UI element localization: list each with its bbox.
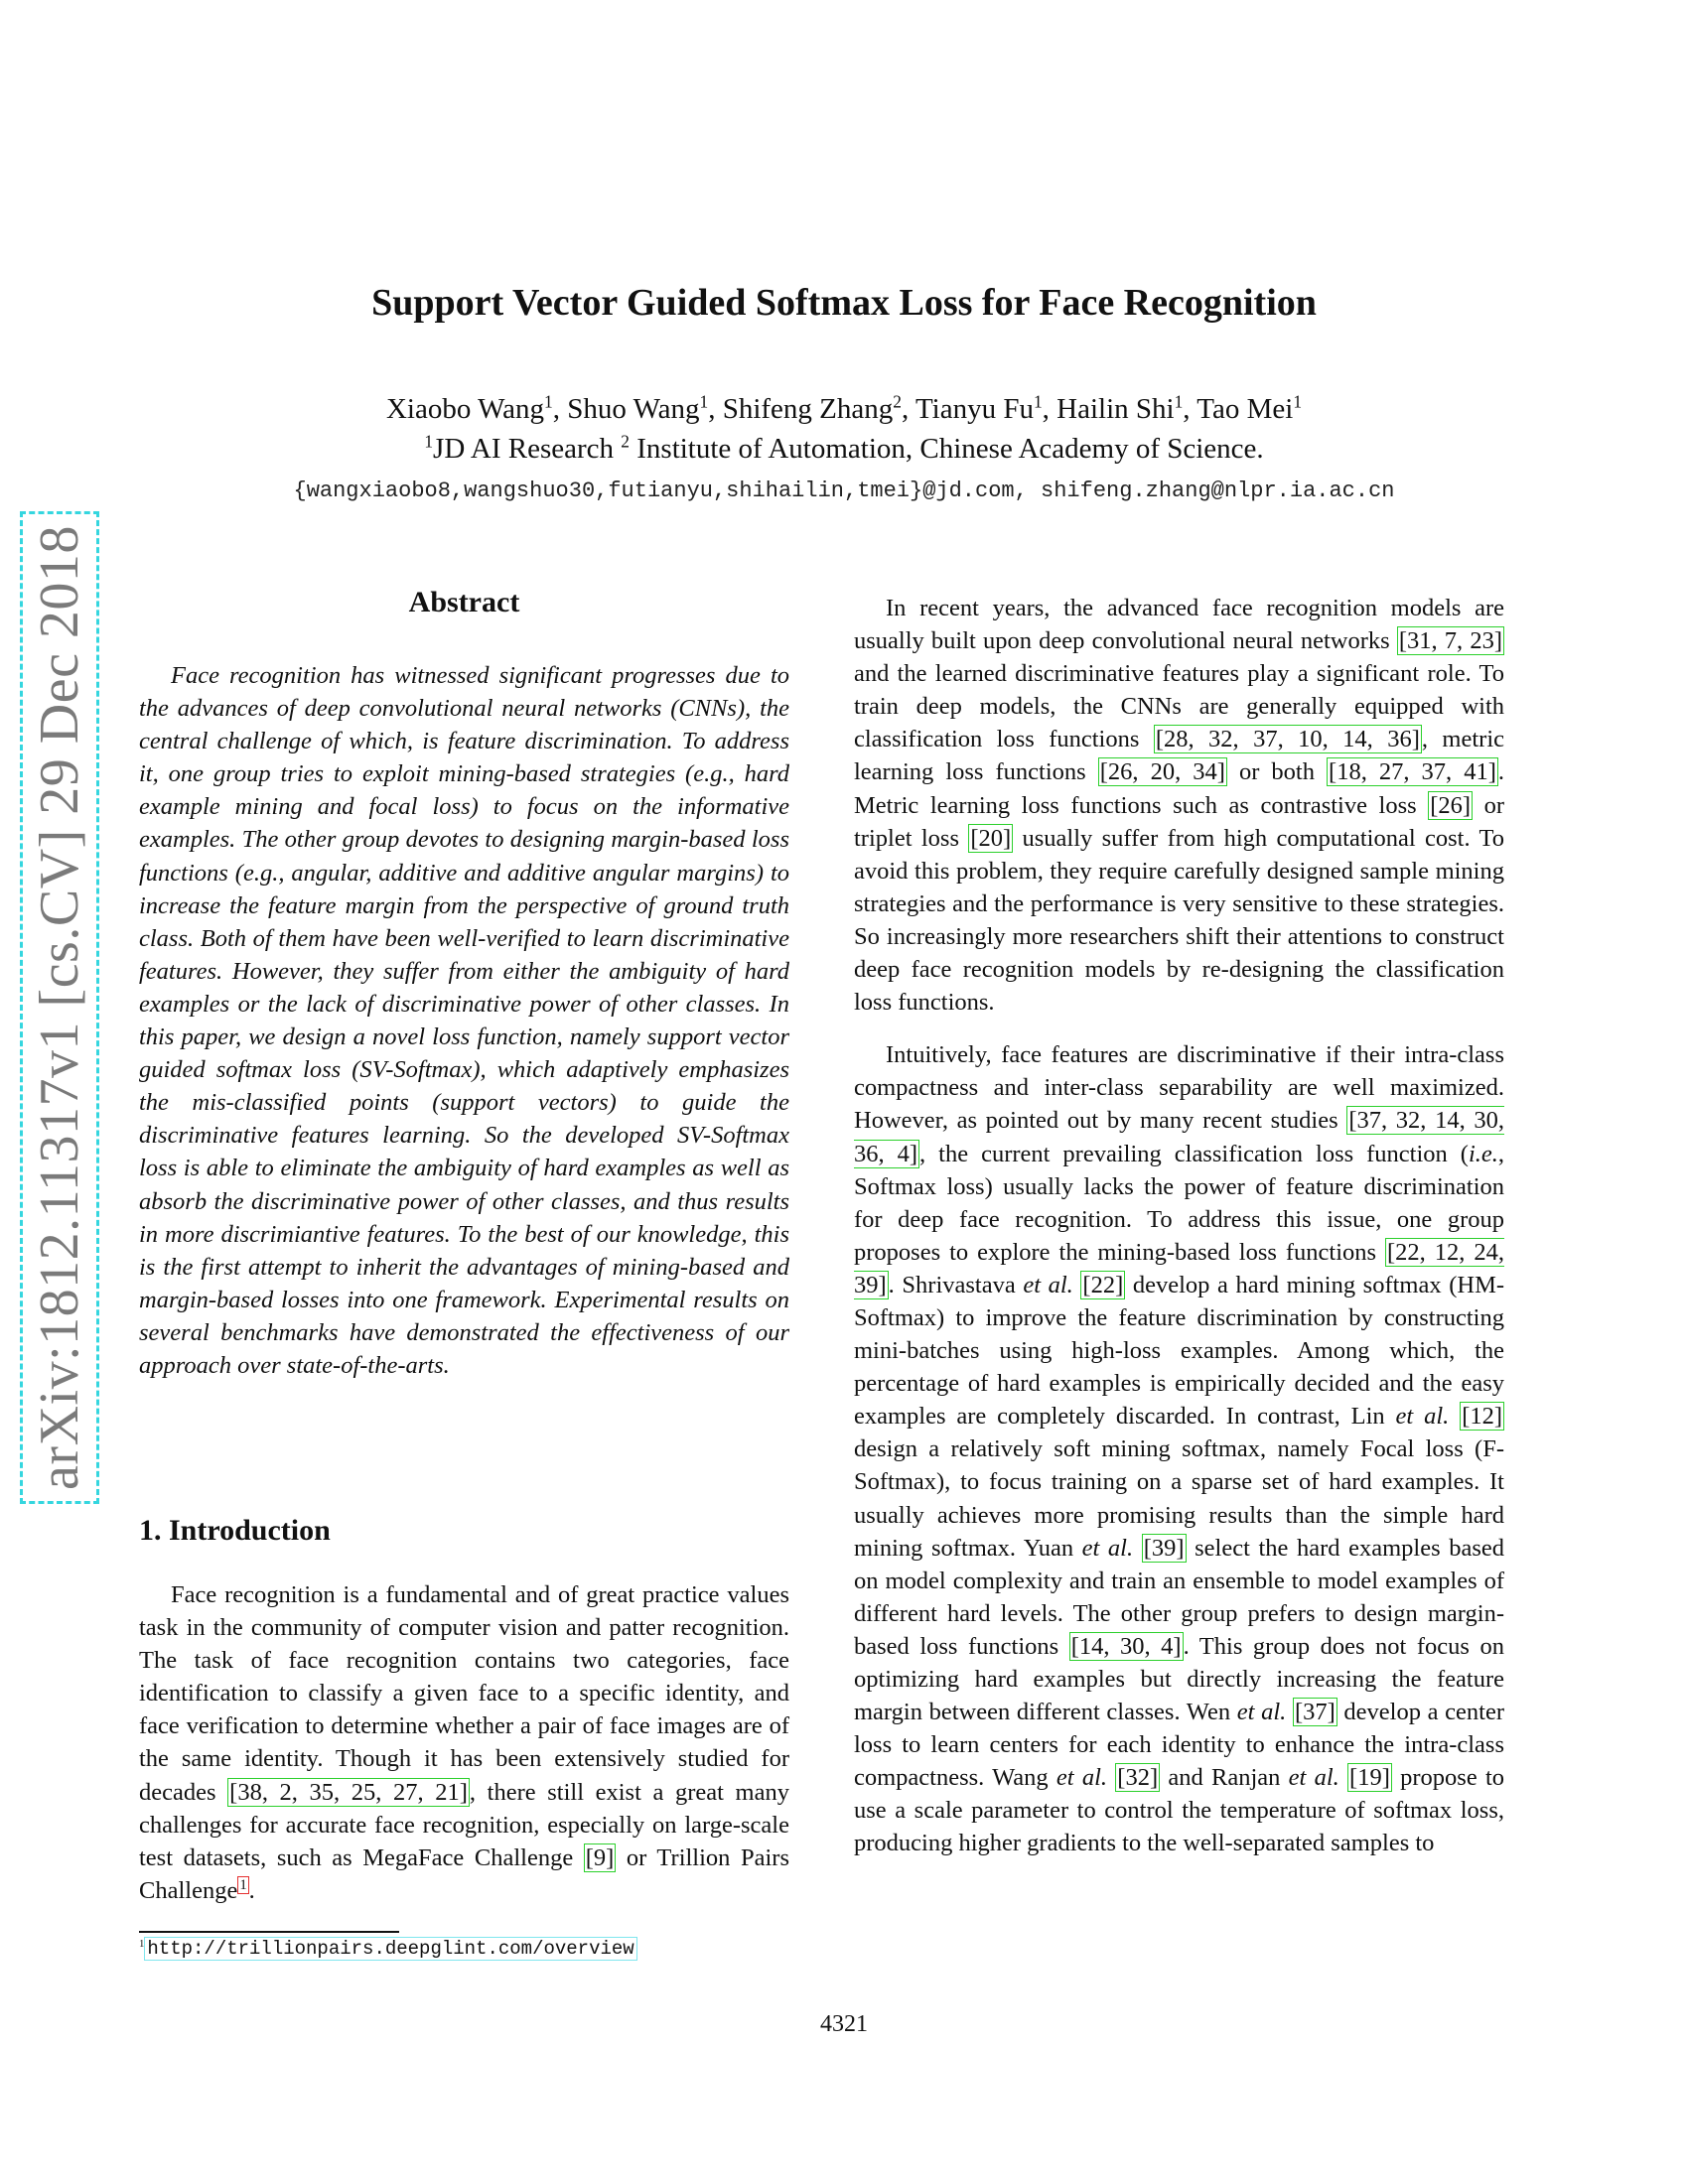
citation-link[interactable]: [20] — [970, 824, 1012, 852]
author-list: Xiaobo Wang$^1$, Shuo Wang$^1$, Shifeng Zhang$^2$, Tianyu Fu$^1$, Hailin Shi$^1$, Tao Mei$^1$ — [385, 391, 1303, 425]
footnote-reference[interactable]: 1 — [239, 1876, 247, 1893]
abstract-text: Face recognition has witnessed significant progresses due to the advances of deep convolutional neural networks (CNNs), the central challenge of which, is feature discrimination. To address it, one group tries to exploit mining-based strategies (e.g., hard example mining and focal loss) to focus on the informative examples. The other group devotes to designing margin-based loss functions (e.g., angular, additive and additive angular margins) to increase the feature margin from the perspective of ground truth class. Both of them have been well-verified to learn discriminative features. However, they suffer from either the ambiguity of hard examples or the lack of discriminative power of other classes. In this paper, we design a novel loss function, namely support vector guided softmax loss (SV-Softmax), which adaptively emphasizes the mis-classified points (support vectors) to guide the discriminative features learning. So the developed SV-Softmax loss is able to eliminate the ambiguity of hard examples as well as absorb the discriminative power of other classes, and thus results in more discrimiantive features. To the best of our knowledge, this is the first attempt to inherit the advantages of mining-based and margin-based losses into one framework. Experimental results on several benchmarks have demonstrated the effectiveness of our approach over state-of-the-arts. — [139, 662, 789, 1379]
body-text: . This group does not focus on optimizing hard examples but directly increasing the feature margin between different classes. Wen — [854, 1632, 1504, 1726]
citation-link[interactable]: [9] — [585, 1843, 615, 1871]
author-name: Xiaobo Wang — [385, 393, 545, 425]
body-text: develop a hard mining softmax (HM-Softmax) to improve the feature discrimination by constructing mini-batches using high-loss examples. Among which, the percentage of hard examples is empirically decided and the easy examples are completely discarded. In contrast, Lin — [854, 1271, 1505, 1431]
intro-paragraph-1 — [139, 1578, 789, 1907]
affiliation-1: JD AI Research — [433, 433, 615, 465]
citation-link[interactable]: [28, 32, 37, 10, 14, 36] — [1155, 726, 1420, 753]
body-text-italic: et al. — [1055, 1764, 1108, 1792]
body-text: , there still exist a great many challenges for accurate face recognition, especially on large-scale test datasets, such as MegaFace Challenge — [139, 1778, 789, 1871]
citation-link[interactable]: [32] — [1117, 1764, 1159, 1792]
author-emails: {wangxiaobo8,wangshuo30,futianyu,shihailin,tmei}@jd.com, shifeng.zhang@nlpr.ia.ac.cn — [293, 478, 1395, 503]
author-name: Tianyu Fu — [914, 393, 1034, 425]
body-text-italic: i.e. — [1468, 1140, 1498, 1167]
body-text: or Trillion Pairs Challenge — [139, 1843, 789, 1904]
body-text: , metric learning loss functions — [854, 726, 1504, 786]
footnote — [139, 1938, 637, 1960]
right-column — [854, 592, 1504, 1860]
body-text: and Ranjan — [1160, 1764, 1289, 1792]
author-affil-mark: 1 — [1033, 391, 1043, 412]
citation-link[interactable]: [12] — [1462, 1403, 1503, 1431]
abstract-body — [139, 659, 789, 1382]
body-text: develop a center loss to learn centers for each identity to enhance the intra-class compactness. Wang — [854, 1699, 1504, 1792]
citation-link[interactable]: [37] — [1294, 1699, 1336, 1726]
body-text: or triplet loss — [854, 791, 1504, 852]
author-affil-mark: 1 — [699, 391, 709, 412]
affil-mark: 2 — [621, 431, 630, 452]
body-text: . Shrivastava — [888, 1271, 1024, 1298]
body-text-italic: et al. — [1081, 1534, 1134, 1562]
body-text: and the learned discriminative features play a significant role. To train deep models, the CNNs are generally equipped with classification loss functions — [854, 660, 1504, 753]
author-name: Shifeng Zhang — [722, 393, 894, 425]
intro-paragraph-2 — [854, 592, 1504, 1019]
body-text: propose to use a scale parameter to control the temperature of softmax loss, producing higher gradients to the well-separated samples to — [854, 1764, 1505, 1857]
author-affil-mark: 1 — [544, 391, 553, 412]
author-name: Tao Mei — [1196, 393, 1294, 425]
section-heading-introduction: 1. Introduction — [139, 1514, 331, 1547]
body-text: . — [248, 1876, 255, 1904]
affiliations — [0, 433, 1688, 466]
citation-link[interactable]: [19] — [1349, 1764, 1390, 1792]
citation-link[interactable]: [18, 27, 37, 41] — [1329, 758, 1496, 786]
body-text: Intuitively, face features are discriminative if their intra-class compactness and inter-class separability are well maximized. However, as pointed out by many recent studies — [854, 1041, 1504, 1135]
body-text — [1133, 1535, 1142, 1562]
body-text: , the current prevailing classification loss function ( — [919, 1140, 1469, 1167]
body-text: Face recognition is a fundamental and of great practice values task in the community of computer vision and patter recognition. The task of face recognition contains two categories, face identification to classify a given face to a specific identity, and face verification to determine whether a pair of face images are of the same identity. Though it has been extensively studied for decades — [139, 1581, 789, 1806]
author-affil-mark: 1 — [1174, 391, 1184, 412]
body-text — [1339, 1764, 1347, 1791]
footnote-divider — [139, 1931, 399, 1933]
abstract-heading: Abstract — [408, 586, 520, 618]
citation-link[interactable]: [38, 2, 35, 25, 27, 21] — [229, 1778, 468, 1806]
arxiv-identifier: arXiv:1812.11317v1 [cs.CV] 29 Dec 2018 — [29, 525, 90, 1490]
body-text: usually suffer from high computational cost. To avoid this problem, they require carefully designed sample mining strategies and the performance is very sensitive to these strategies. So increasingly more researchers shift their attentions to construct deep face recognition models by re-designing the classification loss functions. — [854, 824, 1504, 1017]
body-text: In recent years, the advanced face recognition models are usually built upon deep convolutional neural networks — [854, 595, 1504, 655]
citation-link[interactable]: [14, 30, 4] — [1070, 1632, 1182, 1660]
page-number: 4321 — [820, 2011, 868, 2037]
citation-link[interactable]: [37, 32, 14, 30, 36, 4] — [854, 1107, 1504, 1167]
arxiv-side-stamp — [20, 511, 99, 1504]
affiliation-2: Institute of Automation, Chinese Academy of Science. — [636, 433, 1264, 465]
footnote-url-link[interactable]: http://trillionpairs.deepglint.com/overview — [144, 1937, 636, 1961]
body-text: , Softmax loss) usually lacks the power of feature discrimination for deep face recognition. To address this issue, one group proposes to explore the mining-based loss functions — [854, 1140, 1504, 1266]
citation-link[interactable]: [22, 12, 24, 39] — [854, 1238, 1504, 1298]
citation-link[interactable]: [22] — [1082, 1271, 1124, 1298]
body-text-italic: et al. — [1236, 1699, 1287, 1726]
body-text-italic: et al. — [1395, 1403, 1450, 1431]
citation-link[interactable]: [26, 20, 34] — [1099, 758, 1225, 786]
body-text: select the hard examples based on model complexity and train an ensemble to model examples of different hard levels. The other group prefers to design margin-based loss functions — [854, 1534, 1504, 1660]
citation-link[interactable]: [26] — [1430, 791, 1472, 819]
author-name: Hailin Shi — [1056, 393, 1175, 425]
citation-link[interactable]: [31, 7, 23] — [1398, 627, 1502, 655]
paper-title: Support Vector Guided Softmax Loss for Face Recognition — [371, 282, 1317, 324]
author-name: Shuo Wang — [567, 393, 700, 425]
body-text: design a relatively soft mining softmax, namely Focal loss (F-Softmax), to focus training on a sparse set of hard examples. It usually achieves more promising results than the simple hard mining softmax. Yuan — [854, 1435, 1504, 1562]
body-text: or both — [1226, 758, 1328, 786]
citation-link[interactable]: [39] — [1143, 1534, 1185, 1562]
author-affil-mark: 1 — [1293, 391, 1303, 412]
footnote-mark: 1 — [139, 1938, 145, 1950]
body-text-italic: et al. — [1288, 1764, 1339, 1792]
body-text-italic: et al. — [1023, 1271, 1073, 1298]
body-text: . Metric learning loss functions such as contrastive loss — [854, 758, 1504, 819]
author-affil-mark: 2 — [893, 391, 902, 412]
body-text — [1286, 1699, 1293, 1725]
body-text — [1449, 1403, 1460, 1430]
intro-paragraph-3 — [854, 1038, 1504, 1859]
affil-mark: 1 — [424, 431, 434, 452]
